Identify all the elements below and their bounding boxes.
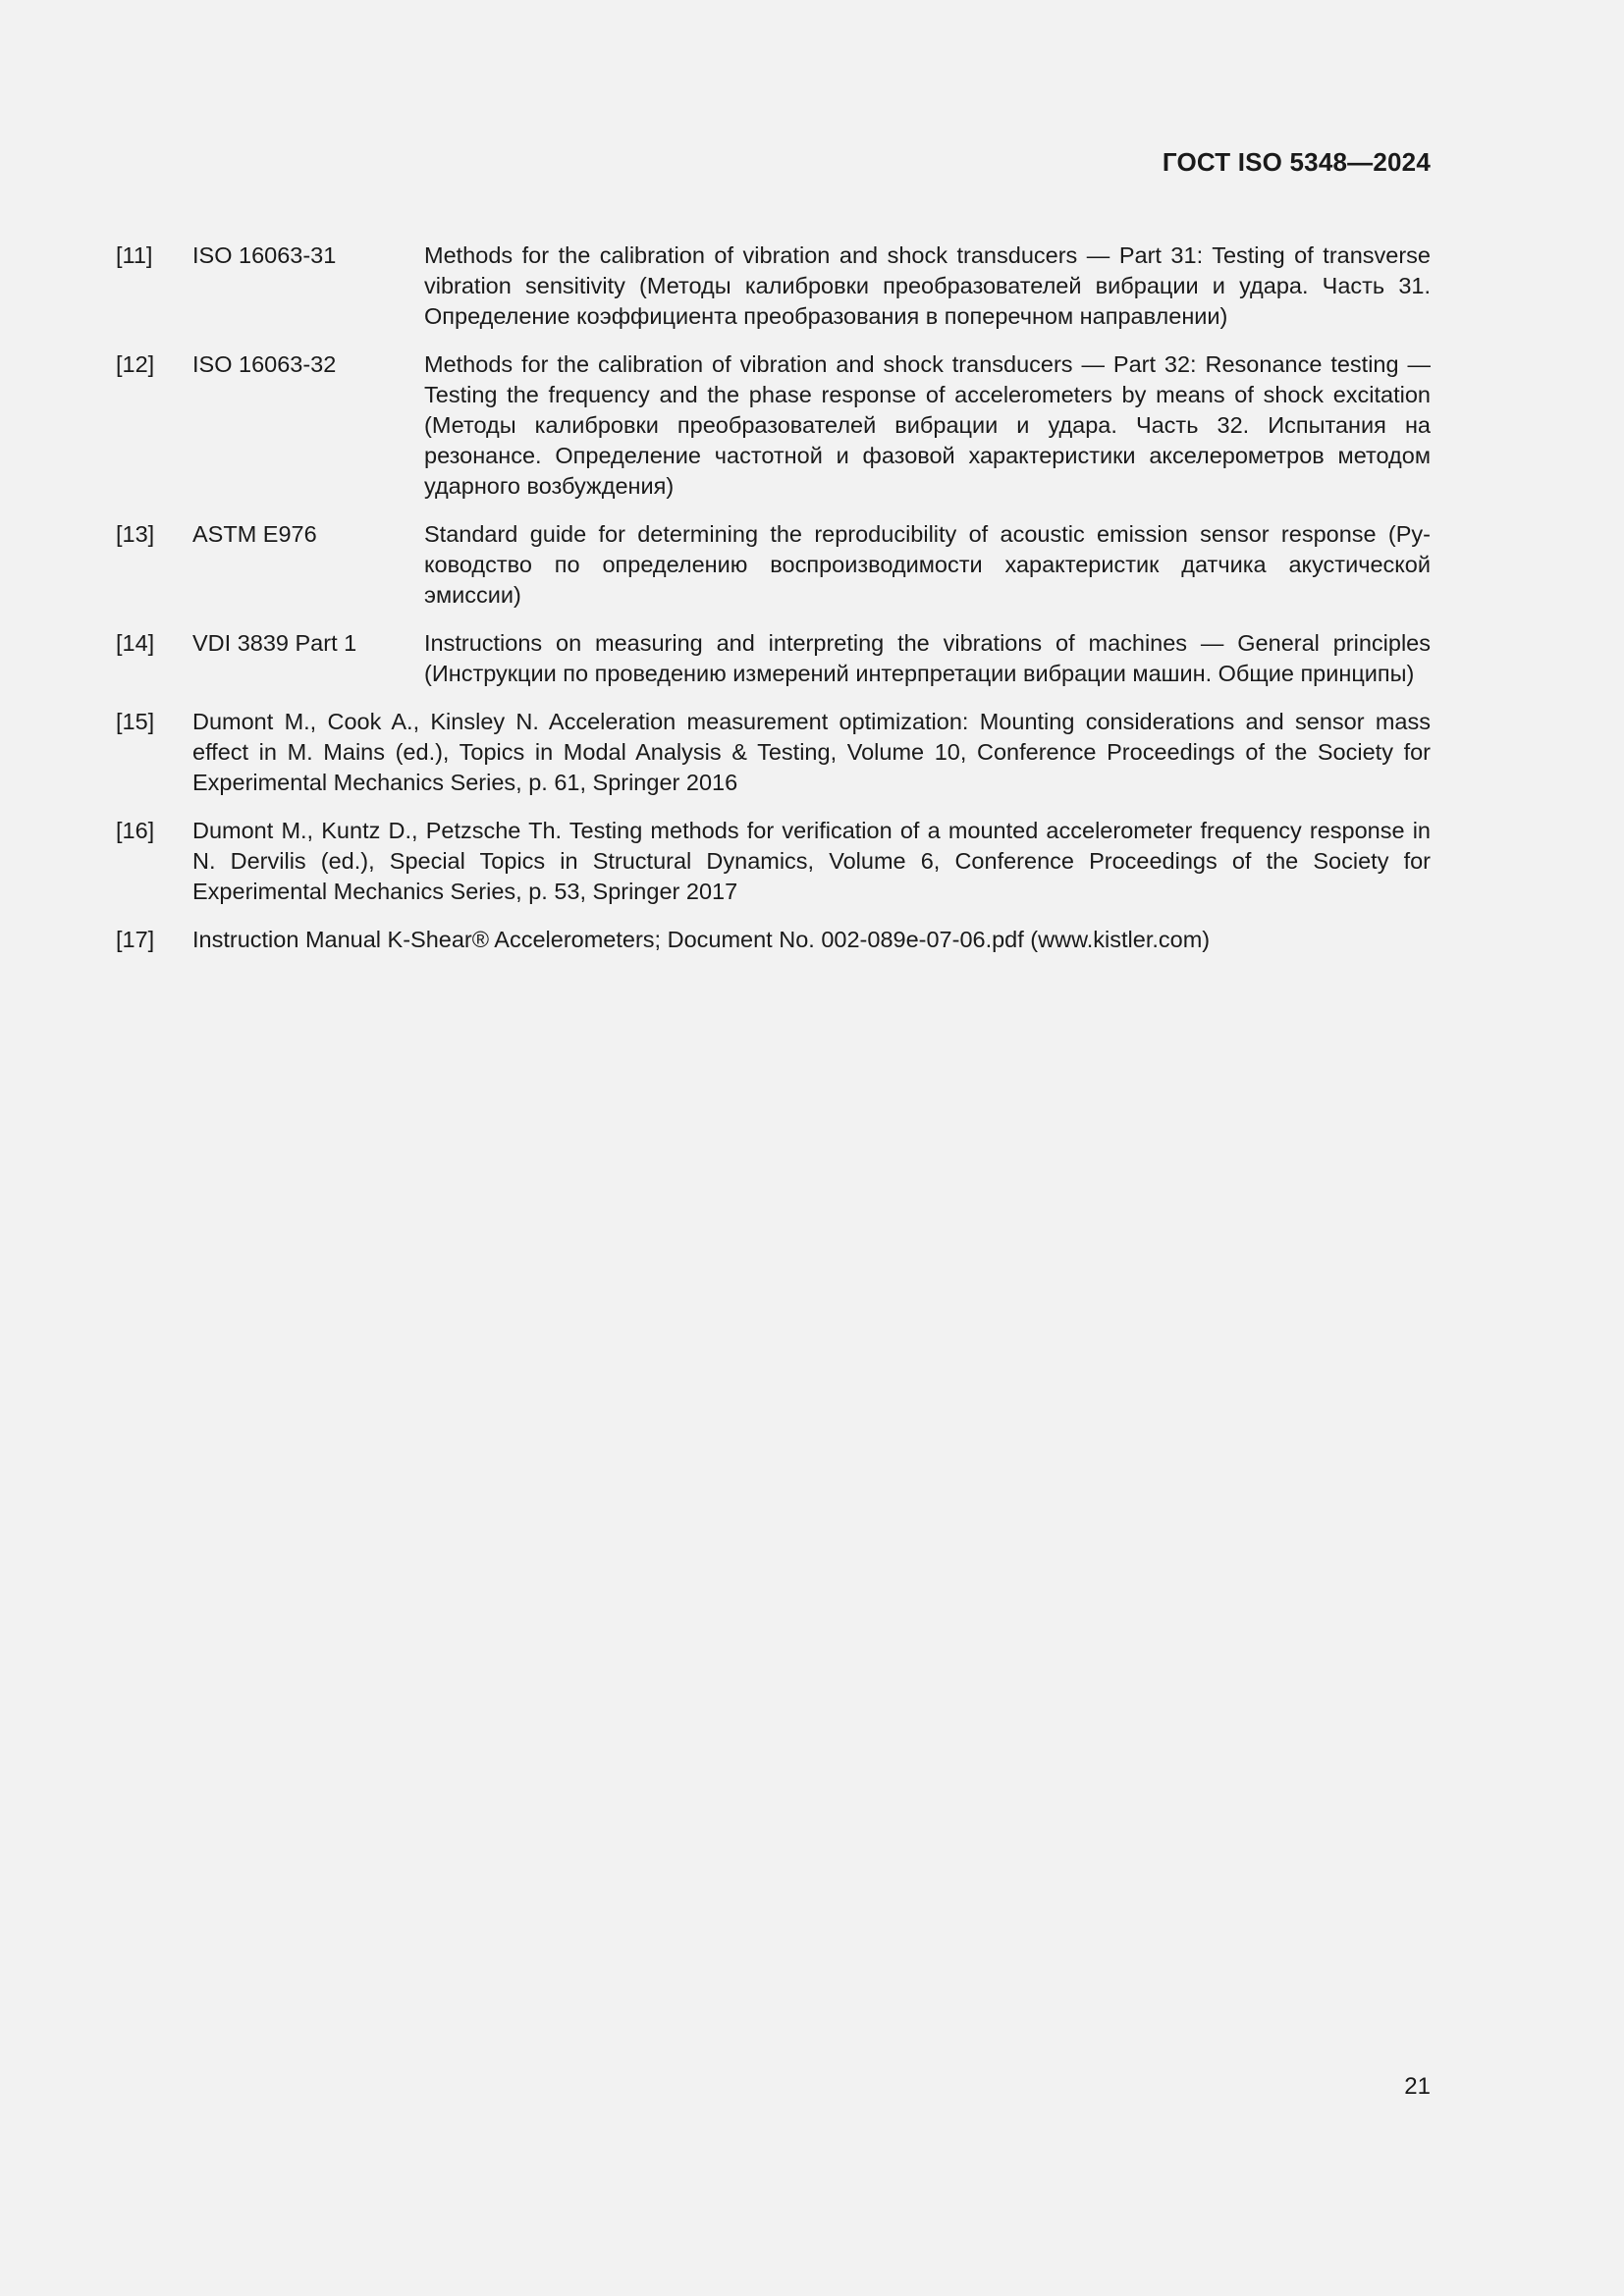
reference-item-12 [116, 349, 1431, 502]
reference-item-17 [116, 925, 1431, 955]
document-header: ГОСТ ISO 5348—2024 [1162, 147, 1431, 177]
reference-text: Dumont M., Cook A., Kinsley N. Acceleration measurement optimization: Mounting considerations and sensor mass effect in M. Mains (ed.), Topics in Modal Analysis & Testing, Volume 10, Conference Proceedings of the Society for Experimental Mechanics Series, p. 61, Springer 2016 [192, 709, 1431, 795]
reference-item-13 [116, 519, 1431, 611]
reference-item-16 [116, 816, 1431, 907]
reference-number: [11] [116, 242, 153, 268]
reference-code: ISO 16063-31 [192, 242, 337, 268]
reference-number: [13] [116, 521, 155, 547]
reference-text: Standard guide for determining the reproducibility of acoustic emission sensor response (Руководство по определению воспроизводимости характеристик датчика акустической эмиссии) [424, 521, 1431, 608]
reference-item-11 [116, 240, 1431, 332]
reference-code: ASTM E976 [192, 521, 317, 547]
reference-number: [12] [116, 351, 155, 377]
reference-text: Methods for the calibration of vibration and shock transducers — Part 32: Resonance testing — Testing the frequency and the phase response of accelerometers by means of shock excitation (Методы калибровки преобразователей вибрации и удара. Часть 32. Испытания на резонансе. Определение частотной и фазовой характеристики акселерометров методом ударного возбуждения) [424, 351, 1431, 499]
reference-number: [16] [116, 818, 155, 843]
reference-number: [15] [116, 709, 155, 734]
reference-text: Instructions on measuring and interpreting the vibrations of machines — General principles (Инструкции по проведению измерений интерпретации вибрации машин. Общие принципы) [424, 630, 1431, 686]
reference-text: Methods for the calibration of vibration and shock transducers — Part 31: Testing of transverse vibration sensitivity (Методы калибровки преобразователей вибрации и удара. Часть 31. Определение коэффициента преобразования в поперечном направлении) [424, 242, 1431, 329]
bibliography-list [116, 240, 1431, 973]
reference-code: ISO 16063-32 [192, 351, 337, 377]
reference-number: [14] [116, 630, 155, 656]
reference-text: Instruction Manual K-Shear® Accelerometers; Document No. 002-089e-07-06.pdf (www.kistler.com) [192, 927, 1211, 952]
reference-text: Dumont M., Kuntz D., Petzsche Th. Testing methods for verification of a mounted accelerometer frequency response in N. Dervilis (ed.), Special Topics in Structural Dynamics, Volume 6, Conference Proceedings of the Society for Experimental Mechanics Series, p. 53, Springer 2017 [192, 818, 1431, 904]
reference-code: VDI 3839 Part 1 [192, 630, 357, 656]
reference-item-15 [116, 707, 1431, 798]
reference-number: [17] [116, 927, 155, 952]
reference-item-14 [116, 628, 1431, 689]
page-number: 21 [1404, 2073, 1431, 2100]
